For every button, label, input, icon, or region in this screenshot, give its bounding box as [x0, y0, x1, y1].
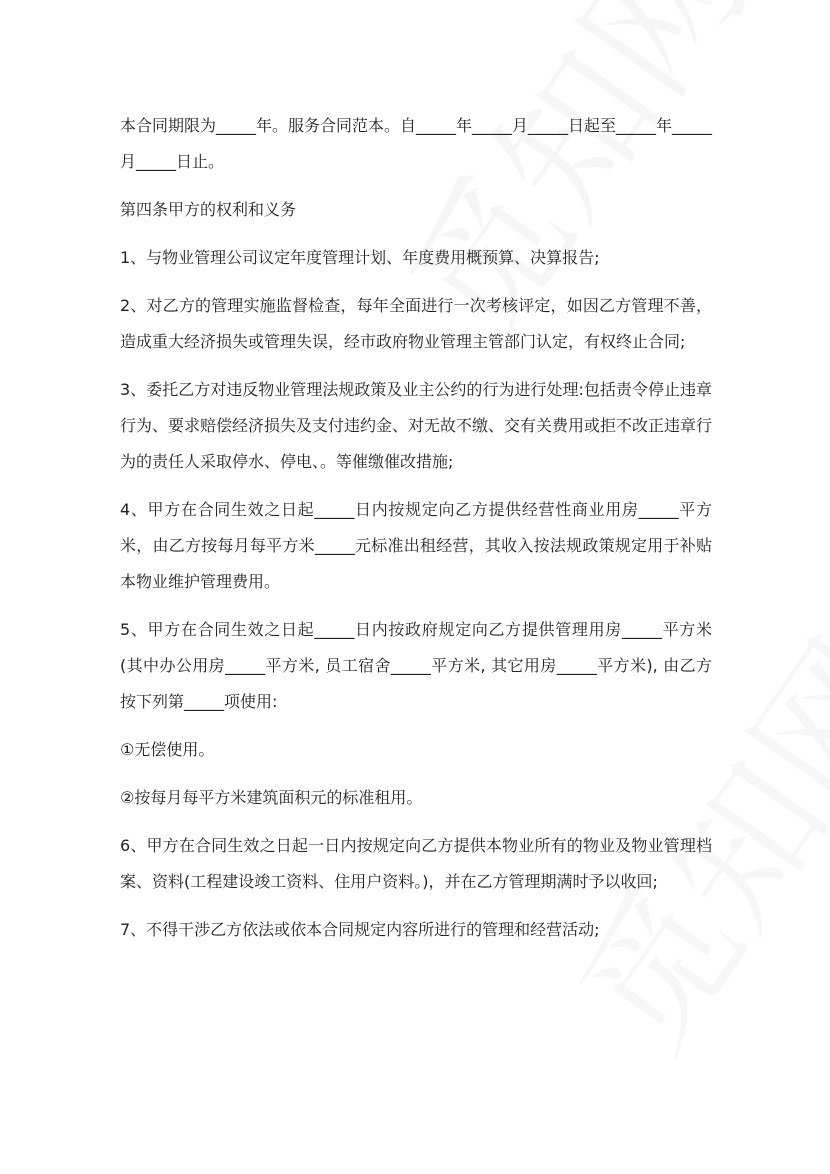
- paragraph-item-1: 1、与物业管理公司议定年度管理计划、年度费用概预算、决算报告;: [120, 248, 600, 267]
- section-heading-article-4: 第四条甲方的权利和义务: [120, 200, 297, 219]
- paragraph-option-2: ②按每月每平方米建筑面积元的标准租用。: [120, 788, 423, 807]
- paragraph-item-6: 6、甲方在合同生效之日起一日内按规定向乙方提供本物业所有的物业及物业管理档案、资料(工程建设竣工资料、住用户资料。)，并在乙方管理期满时予以收回;: [120, 836, 712, 891]
- paragraph-item-4: 4、甲方在合同生效之日起_____日内按规定向乙方提供经营性商业用房_____平方米，由乙方按每月每平方米_____元标准出租经营，其收入按法规政策规定用于补贴本物业维护管理费用。: [120, 500, 712, 591]
- paragraph-item-5: 5、甲方在合同生效之日起_____日内按政府规定向乙方提供管理用房_____平方米(其中办公用房_____平方米, 员工宿舍_____平方米, 其它用房_____平方米), 由乙方按下列第_____项使用:: [120, 620, 712, 711]
- paragraph-item-7: 7、不得干涉乙方依法或依本合同规定内容所进行的管理和经营活动;: [120, 920, 600, 939]
- paragraph-option-1: ①无偿使用。: [120, 740, 215, 759]
- document-body: [120, 108, 712, 960]
- paragraph-item-3: 3、委托乙方对违反物业管理法规政策及业主公约的行为进行处理:包括责令停止违章行为、要求赔偿经济损失及支付违约金、对无故不缴、交有关费用或拒不改正违章行为的责任人采取停水、停电、。等催缴催改措施;: [120, 380, 713, 471]
- paragraph-contract-term: 本合同期限为_____年。服务合同范本。自_____年_____月_____日起至_____年_____月_____日止。: [120, 116, 713, 171]
- paragraph-item-2: 2、对乙方的管理实施监督检查，每年全面进行一次考核评定，如因乙方管理不善，造成重大经济损失或管理失误，经市政府物业管理主管部门认定，有权终止合同;: [120, 296, 712, 351]
